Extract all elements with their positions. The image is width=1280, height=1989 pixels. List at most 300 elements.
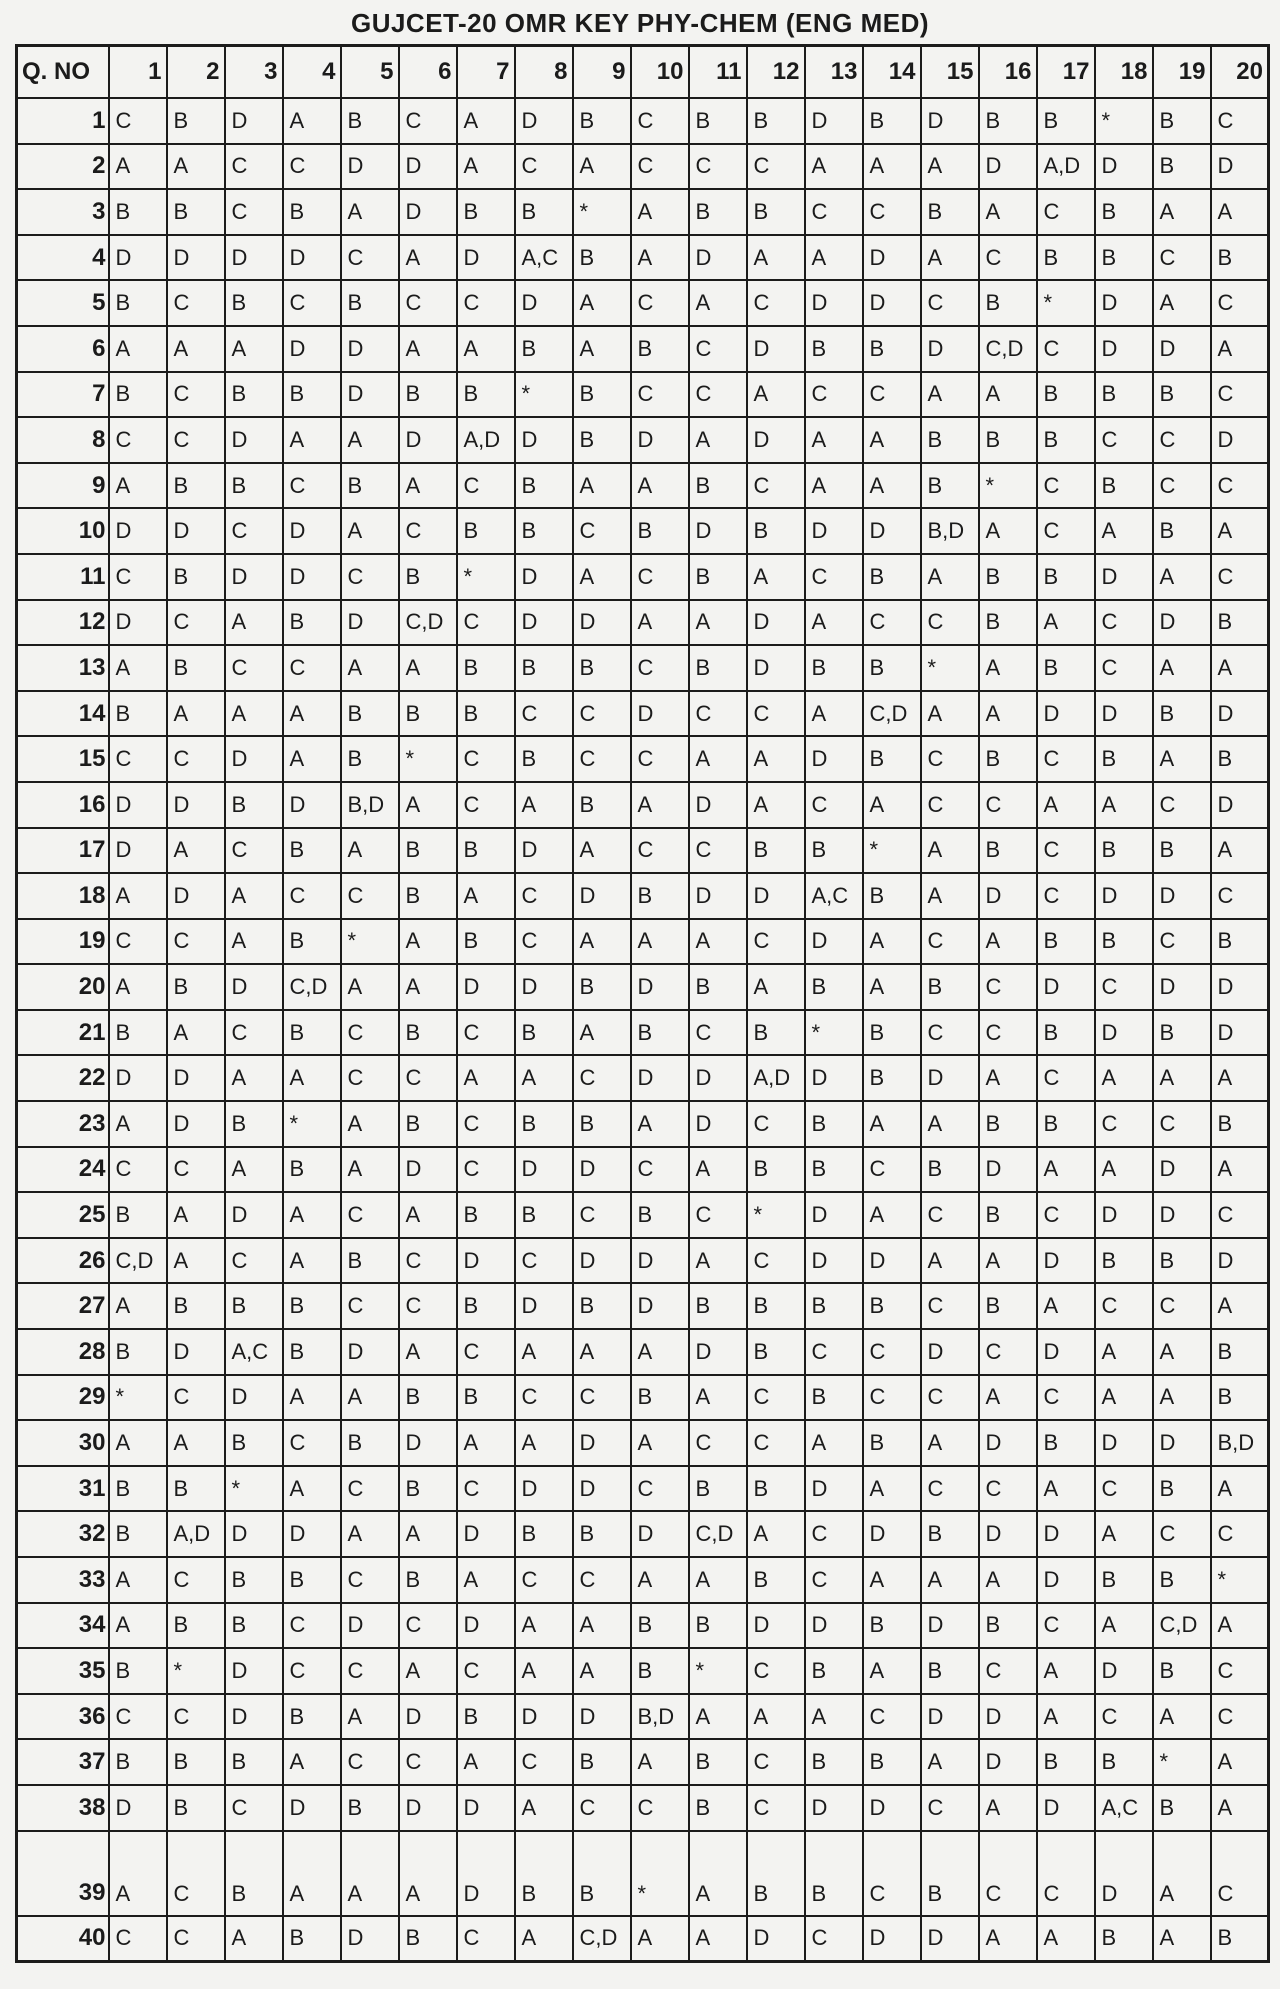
answer-cell: C [573, 1785, 631, 1831]
answer-cell: A [1095, 1055, 1153, 1101]
answer-cell: C [689, 828, 747, 874]
answer-cell: B [631, 873, 689, 919]
answer-cell: D [921, 98, 979, 144]
question-number: 39 [17, 1831, 109, 1916]
answer-cell: A [921, 691, 979, 737]
answer-cell: B [109, 1192, 167, 1238]
answer-cell: D [457, 235, 515, 281]
answer-cell: D [805, 1603, 863, 1649]
answer-cell: D [515, 1466, 573, 1512]
answer-cell: D [921, 1329, 979, 1375]
question-number: 22 [17, 1055, 109, 1101]
answer-cell: C [921, 600, 979, 646]
answer-cell: D [341, 1603, 399, 1649]
answer-cell: B [573, 1283, 631, 1329]
answer-cell: A [341, 1147, 399, 1193]
answer-cell: C [747, 1420, 805, 1466]
answer-cell: B [747, 1147, 805, 1193]
answer-cell: A [399, 1329, 457, 1375]
answer-cell: * [573, 189, 631, 235]
answer-row [17, 1648, 1269, 1694]
answer-cell: D [1153, 964, 1211, 1010]
answer-cell: B [979, 828, 1037, 874]
answer-cell: B [1211, 1375, 1269, 1421]
answer-cell: A [573, 280, 631, 326]
answer-cell: C [979, 1010, 1037, 1056]
answer-cell: C [805, 782, 863, 828]
answer-cell: D [515, 417, 573, 463]
answer-cell: B [979, 600, 1037, 646]
set-number-header: 5 [341, 46, 399, 99]
answer-cell: B [1037, 919, 1095, 965]
answer-cell: C [515, 919, 573, 965]
answer-cell: B [747, 189, 805, 235]
answer-cell: C [457, 1010, 515, 1056]
answer-cell: D [341, 1916, 399, 1962]
answer-cell: A [689, 600, 747, 646]
answer-cell: A [863, 964, 921, 1010]
answer-cell: C [399, 1739, 457, 1785]
answer-cell: D [1037, 964, 1095, 1010]
answer-cell: C [283, 463, 341, 509]
answer-cell: B [167, 645, 225, 691]
answer-cell: B [979, 554, 1037, 600]
answer-cell: C [863, 1147, 921, 1193]
answer-cell: C [399, 1055, 457, 1101]
answer-cell: C [1037, 1831, 1095, 1916]
answer-cell: A [1211, 1603, 1269, 1649]
question-number: 23 [17, 1101, 109, 1147]
answer-cell: D [1211, 691, 1269, 737]
answer-cell: A,D [747, 1055, 805, 1101]
answer-cell: B [1037, 1010, 1095, 1056]
answer-cell: A [1153, 1055, 1211, 1101]
answer-cell: A [631, 1101, 689, 1147]
answer-cell: D [341, 1329, 399, 1375]
answer-cell: D [399, 1147, 457, 1193]
answer-cell: C [109, 919, 167, 965]
answer-row [17, 280, 1269, 326]
answer-cell: A [1095, 1603, 1153, 1649]
answer-cell: B [399, 1010, 457, 1056]
answer-cell: D [805, 98, 863, 144]
answer-cell: C [1037, 189, 1095, 235]
answer-cell: C [399, 98, 457, 144]
answer-cell: C,D [109, 1238, 167, 1284]
answer-cell: B [341, 463, 399, 509]
answer-cell: C,D [573, 1916, 631, 1962]
answer-cell: D [1211, 782, 1269, 828]
answer-cell: A [631, 463, 689, 509]
answer-cell: C [631, 144, 689, 190]
answer-cell: D [1037, 1557, 1095, 1603]
question-number: 29 [17, 1375, 109, 1421]
answer-cell: A [225, 1916, 283, 1962]
answer-cell: D [921, 1694, 979, 1740]
answer-cell: C [515, 1557, 573, 1603]
answer-cell: A [283, 736, 341, 782]
answer-cell: B [1211, 1329, 1269, 1375]
answer-cell: C [1037, 1603, 1095, 1649]
answer-cell: B [573, 98, 631, 144]
answer-cell: * [1211, 1557, 1269, 1603]
answer-cell: C [921, 919, 979, 965]
answer-cell: C [109, 1694, 167, 1740]
answer-cell: C [979, 1648, 1037, 1694]
answer-cell: C [167, 1916, 225, 1962]
answer-cell: C [1211, 1511, 1269, 1557]
answer-cell: D [167, 782, 225, 828]
answer-cell: A [515, 1329, 573, 1375]
answer-cell: B [225, 1283, 283, 1329]
answer-cell: C [457, 1329, 515, 1375]
answer-cell: D [863, 280, 921, 326]
answer-cell: D [225, 554, 283, 600]
answer-cell: B [1153, 1648, 1211, 1694]
answer-cell: A [863, 1192, 921, 1238]
answer-cell: B [457, 1694, 515, 1740]
answer-cell: B [167, 1739, 225, 1785]
question-number: 40 [17, 1916, 109, 1962]
answer-cell: C [167, 1557, 225, 1603]
answer-row [17, 964, 1269, 1010]
answer-cell: B [805, 1147, 863, 1193]
answer-cell: A [863, 144, 921, 190]
answer-cell: C [747, 280, 805, 326]
answer-cell: B [399, 554, 457, 600]
answer-row [17, 508, 1269, 554]
answer-cell: B [805, 645, 863, 691]
answer-cell: B [1037, 554, 1095, 600]
answer-cell: B [921, 1648, 979, 1694]
answer-cell: C [689, 1010, 747, 1056]
answer-cell: B [283, 1329, 341, 1375]
question-number: 4 [17, 235, 109, 281]
answer-cell: B [283, 372, 341, 418]
answer-cell: C [631, 1147, 689, 1193]
answer-cell: B [805, 1648, 863, 1694]
answer-cell: C [1037, 326, 1095, 372]
answer-cell: B [573, 1511, 631, 1557]
answer-cell: D [631, 964, 689, 1010]
answer-cell: A [573, 326, 631, 372]
question-number: 20 [17, 964, 109, 1010]
answer-cell: A [921, 873, 979, 919]
answer-cell: C [515, 691, 573, 737]
answer-cell: A [979, 1785, 1037, 1831]
answer-cell: C [1211, 554, 1269, 600]
answer-cell: D [457, 1785, 515, 1831]
answer-cell: B [225, 782, 283, 828]
set-number-header: 14 [863, 46, 921, 99]
answer-cell: D [805, 280, 863, 326]
answer-cell: A [1153, 736, 1211, 782]
answer-row [17, 1466, 1269, 1512]
answer-cell: A [515, 1785, 573, 1831]
set-number-header: 3 [225, 46, 283, 99]
answer-cell: D [515, 1694, 573, 1740]
answer-cell: A [1037, 1283, 1095, 1329]
answer-cell: A [689, 1557, 747, 1603]
answer-cell: A [167, 1420, 225, 1466]
answer-cell: D [515, 600, 573, 646]
answer-cell: C [341, 235, 399, 281]
answer-cell: C [573, 1055, 631, 1101]
question-number: 7 [17, 372, 109, 418]
answer-cell: D [167, 873, 225, 919]
question-number: 26 [17, 1238, 109, 1284]
answer-cell: B [225, 280, 283, 326]
answer-cell: C [573, 1192, 631, 1238]
answer-cell: D [1037, 691, 1095, 737]
answer-cell: B [979, 1192, 1037, 1238]
answer-cell: B [1095, 235, 1153, 281]
set-number-header: 19 [1153, 46, 1211, 99]
answer-cell: C [457, 1147, 515, 1193]
answer-cell: B [167, 1785, 225, 1831]
answer-cell: B [399, 828, 457, 874]
answer-cell: A [1211, 326, 1269, 372]
answer-cell: C [1037, 736, 1095, 782]
answer-cell: C [979, 235, 1037, 281]
answer-cell: A [689, 1694, 747, 1740]
answer-cell: D [979, 1147, 1037, 1193]
answer-cell: B [631, 1010, 689, 1056]
answer-cell: B [1153, 98, 1211, 144]
answer-cell: B [979, 417, 1037, 463]
answer-cell: A [167, 326, 225, 372]
answer-cell: D [631, 1283, 689, 1329]
answer-cell: D [515, 828, 573, 874]
answer-cell: C [167, 919, 225, 965]
answer-cell: A [805, 144, 863, 190]
answer-cell: D [225, 736, 283, 782]
answer-cell: B [1095, 463, 1153, 509]
answer-cell: C [457, 1466, 515, 1512]
answer-cell: C,D [1153, 1603, 1211, 1649]
answer-cell: A [341, 1511, 399, 1557]
answer-cell: B [863, 736, 921, 782]
answer-cell: A [573, 1603, 631, 1649]
answer-cell: A [341, 1831, 399, 1916]
answer-cell: A [283, 1739, 341, 1785]
answer-cell: D [1037, 1511, 1095, 1557]
answer-cell: A [341, 508, 399, 554]
answer-cell: B [225, 463, 283, 509]
answer-row [17, 1238, 1269, 1284]
answer-cell: D [1095, 1648, 1153, 1694]
answer-cell: B [573, 782, 631, 828]
answer-row [17, 736, 1269, 782]
answer-cell: C [863, 1329, 921, 1375]
answer-cell: A [631, 1739, 689, 1785]
answer-cell: A [805, 235, 863, 281]
answer-cell: A [573, 1010, 631, 1056]
answer-cell: A [921, 828, 979, 874]
answer-cell: C [921, 1785, 979, 1831]
answer-cell: D [399, 1694, 457, 1740]
answer-cell: B [457, 1192, 515, 1238]
answer-cell: D [747, 326, 805, 372]
answer-cell: B [283, 600, 341, 646]
answer-cell: A,D [167, 1511, 225, 1557]
answer-cell: B [1153, 691, 1211, 737]
answer-cell: D [1095, 1420, 1153, 1466]
answer-cell: C,D [689, 1511, 747, 1557]
answer-cell: D [979, 1739, 1037, 1785]
answer-cell: D [1095, 691, 1153, 737]
answer-cell: B [1095, 1739, 1153, 1785]
answer-cell: A [283, 98, 341, 144]
question-number: 12 [17, 600, 109, 646]
answer-cell: * [515, 372, 573, 418]
answer-cell: D [1211, 417, 1269, 463]
answer-cell: C [1037, 1192, 1095, 1238]
answer-cell: B [863, 645, 921, 691]
answer-cell: D [515, 1147, 573, 1193]
answer-cell: A [921, 1101, 979, 1147]
answer-cell: A [573, 1648, 631, 1694]
answer-cell: D [225, 417, 283, 463]
question-number: 19 [17, 919, 109, 965]
answer-cell: B [1037, 98, 1095, 144]
answer-cell: C [921, 736, 979, 782]
answer-cell: B [341, 1420, 399, 1466]
answer-cell: D [1153, 600, 1211, 646]
answer-cell: A [341, 964, 399, 1010]
answer-cell: B [805, 1283, 863, 1329]
sheet-title: GUJCET-20 OMR KEY PHY-CHEM (ENG MED) [350, 8, 930, 38]
answer-row [17, 1375, 1269, 1421]
answer-cell: A [573, 144, 631, 190]
answer-cell: C [167, 372, 225, 418]
answer-cell: C [631, 828, 689, 874]
answer-cell: A [689, 417, 747, 463]
answer-cell: B [747, 1466, 805, 1512]
question-number: 33 [17, 1557, 109, 1603]
answer-cell: C [1211, 1831, 1269, 1916]
answer-cell: B [167, 463, 225, 509]
question-number: 31 [17, 1466, 109, 1512]
answer-cell: D [863, 1916, 921, 1962]
answer-cell: A [979, 372, 1037, 418]
answer-cell: C [457, 782, 515, 828]
answer-cell: A [341, 1694, 399, 1740]
answer-cell: B [109, 1329, 167, 1375]
answer-cell: C [747, 1375, 805, 1421]
answer-cell: D [747, 645, 805, 691]
answer-row [17, 1055, 1269, 1101]
answer-cell: C [341, 1192, 399, 1238]
answer-cell: B [1211, 235, 1269, 281]
answer-row [17, 600, 1269, 646]
answer-cell: A [863, 1557, 921, 1603]
answer-cell: C,D [283, 964, 341, 1010]
answer-cell: A [747, 1694, 805, 1740]
answer-cell: B [631, 1648, 689, 1694]
answer-cell: A [573, 919, 631, 965]
answer-cell: A,D [457, 417, 515, 463]
answer-cell: D [747, 600, 805, 646]
answer-cell: B [225, 1831, 283, 1916]
question-number: 14 [17, 691, 109, 737]
answer-cell: B,D [1211, 1420, 1269, 1466]
answer-cell: D [515, 1283, 573, 1329]
answer-cell: D [863, 1511, 921, 1557]
answer-cell: D [1153, 1147, 1211, 1193]
answer-cell: B [863, 1010, 921, 1056]
answer-cell: A [515, 1603, 573, 1649]
answer-cell: B [399, 1557, 457, 1603]
answer-cell: B [747, 98, 805, 144]
answer-cell: D [805, 919, 863, 965]
answer-cell: D [921, 326, 979, 372]
answer-row [17, 372, 1269, 418]
answer-cell: B [1211, 919, 1269, 965]
answer-cell: A [631, 782, 689, 828]
answer-cell: C [1153, 417, 1211, 463]
answer-cell: B [1153, 372, 1211, 418]
answer-cell: A [109, 645, 167, 691]
question-number: 18 [17, 873, 109, 919]
answer-cell: B [747, 1329, 805, 1375]
answer-cell: * [747, 1192, 805, 1238]
answer-cell: A [689, 1147, 747, 1193]
answer-cell: B [109, 1010, 167, 1056]
answer-cell: C [399, 1603, 457, 1649]
answer-cell: B [573, 417, 631, 463]
answer-row [17, 691, 1269, 737]
answer-cell: A [1153, 554, 1211, 600]
answer-cell: A [979, 189, 1037, 235]
answer-cell: A [1153, 1831, 1211, 1916]
answer-cell: A [225, 873, 283, 919]
answer-cell: B [1211, 1916, 1269, 1962]
answer-row [17, 98, 1269, 144]
answer-cell: A [689, 280, 747, 326]
answer-cell: C [1153, 1511, 1211, 1557]
answer-cell: C [1211, 1694, 1269, 1740]
answer-cell: A [631, 919, 689, 965]
question-number: 16 [17, 782, 109, 828]
answer-cell: B [863, 1739, 921, 1785]
answer-cell: A [979, 919, 1037, 965]
answer-cell: B [1153, 144, 1211, 190]
answer-cell: A [921, 1238, 979, 1284]
set-number-header: 10 [631, 46, 689, 99]
answer-cell: A [1095, 508, 1153, 554]
answer-row [17, 1010, 1269, 1056]
answer-cell: A [921, 235, 979, 281]
answer-cell: C [225, 144, 283, 190]
answer-cell: D [109, 1055, 167, 1101]
answer-cell: B [805, 964, 863, 1010]
answer-cell: D [399, 144, 457, 190]
answer-cell: B [863, 1055, 921, 1101]
answer-cell: A [1037, 1466, 1095, 1512]
answer-cell: A [283, 417, 341, 463]
answer-cell: C [1095, 1466, 1153, 1512]
answer-row [17, 873, 1269, 919]
answer-cell: B [805, 1831, 863, 1916]
answer-cell: A [167, 828, 225, 874]
answer-cell: C [167, 1694, 225, 1740]
answer-cell: B [1153, 1010, 1211, 1056]
answer-cell: C [921, 1192, 979, 1238]
answer-cell: A [457, 98, 515, 144]
answer-cell: D [805, 508, 863, 554]
answer-cell: B [1037, 235, 1095, 281]
